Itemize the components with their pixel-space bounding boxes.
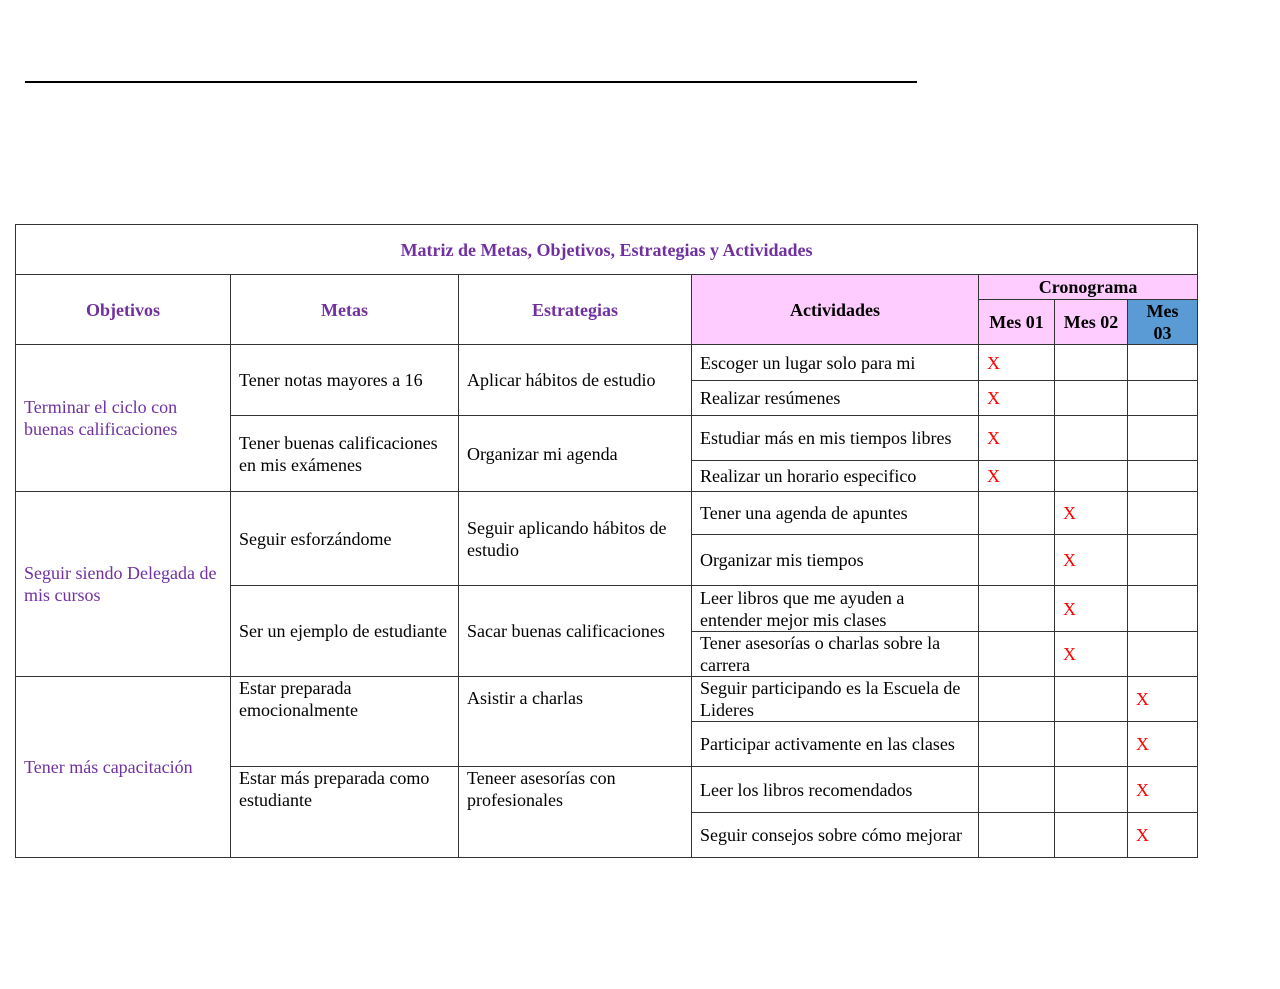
table-title: Matriz de Metas, Objetivos, Estrategias y Actividades [16,225,1198,275]
empty-mes-02 [1055,767,1128,813]
actividad-cell: Realizar resúmenes [692,381,979,416]
mark-mes-01: X [979,381,1055,416]
meta-cell: Tener buenas calificaciones en mis exámenes [231,416,459,492]
header-metas: Metas [231,275,459,345]
estrategia-cell: Teneer asesorías con profesionales [459,767,692,858]
meta-cell: Estar preparada emocionalmente [231,677,459,767]
meta-cell: Seguir esforzándome [231,492,459,586]
header-objetivos: Objetivos [16,275,231,345]
empty-mes-01 [979,813,1055,858]
actividad-cell: Seguir consejos sobre cómo mejorar [692,813,979,858]
estrategia-cell: Aplicar hábitos de estudio [459,345,692,416]
empty-mes-01 [979,767,1055,813]
actividad-cell: Organizar mis tiempos [692,535,979,586]
actividad-cell: Leer los libros recomendados [692,767,979,813]
empty-mes-01 [979,632,1055,677]
empty-mes-03 [1128,381,1198,416]
header-estrategias: Estrategias [459,275,692,345]
actividad-cell: Participar activamente en las clases [692,722,979,767]
empty-mes-03 [1128,535,1198,586]
mark-mes-01: X [979,345,1055,381]
mark-mes-02: X [1055,632,1128,677]
header-row [16,275,1198,300]
table-row [16,492,1198,535]
mark-mes-03: X [1128,767,1198,813]
table-row [16,677,1198,722]
actividad-cell: Realizar un horario especifico [692,461,979,492]
objetivo-cell: Terminar el ciclo con buenas calificaciones [16,345,231,492]
estrategia-cell: Organizar mi agenda [459,416,692,492]
actividad-cell: Tener asesorías o charlas sobre la carrera [692,632,979,677]
empty-mes-03 [1128,345,1198,381]
mark-mes-01: X [979,416,1055,461]
empty-mes-02 [1055,416,1128,461]
meta-cell: Tener notas mayores a 16 [231,345,459,416]
objetivo-cell: Tener más capacitación [16,677,231,858]
empty-mes-02 [1055,677,1128,722]
header-mes-02: Mes 02 [1055,300,1128,345]
empty-mes-03 [1128,461,1198,492]
estrategia-cell: Sacar buenas calificaciones [459,586,692,677]
actividad-cell: Leer libros que me ayuden a entender mejor mis clases [692,586,979,632]
actividad-cell: Estudiar más en mis tiempos libres [692,416,979,461]
header-mes-03: Mes 03 [1128,300,1198,345]
empty-mes-03 [1128,632,1198,677]
estrategia-cell: Seguir aplicando hábitos de estudio [459,492,692,586]
empty-mes-02 [1055,461,1128,492]
header-mes-01: Mes 01 [979,300,1055,345]
empty-mes-03 [1128,586,1198,632]
empty-mes-01 [979,535,1055,586]
empty-mes-02 [1055,345,1128,381]
mark-mes-03: X [1128,722,1198,767]
goals-matrix-table [15,224,1198,858]
meta-cell: Estar más preparada como estudiante [231,767,459,858]
empty-mes-01 [979,677,1055,722]
empty-mes-01 [979,586,1055,632]
empty-mes-01 [979,492,1055,535]
empty-mes-02 [1055,381,1128,416]
mark-mes-01: X [979,461,1055,492]
empty-mes-02 [1055,813,1128,858]
empty-mes-01 [979,722,1055,767]
top-rule [25,81,917,83]
objetivo-cell: Seguir siendo Delegada de mis cursos [16,492,231,677]
title-row [16,225,1198,275]
table-row [16,345,1198,381]
estrategia-cell: Asistir a charlas [459,677,692,767]
actividad-cell: Seguir participando es la Escuela de Lideres [692,677,979,722]
empty-mes-03 [1128,492,1198,535]
meta-cell: Ser un ejemplo de estudiante [231,586,459,677]
header-cronograma: Cronograma [979,275,1198,300]
mark-mes-02: X [1055,492,1128,535]
header-actividades: Actividades [692,275,979,345]
mark-mes-03: X [1128,813,1198,858]
mark-mes-03: X [1128,677,1198,722]
empty-mes-03 [1128,416,1198,461]
empty-mes-02 [1055,722,1128,767]
actividad-cell: Escoger un lugar solo para mi [692,345,979,381]
actividad-cell: Tener una agenda de apuntes [692,492,979,535]
mark-mes-02: X [1055,535,1128,586]
mark-mes-02: X [1055,586,1128,632]
